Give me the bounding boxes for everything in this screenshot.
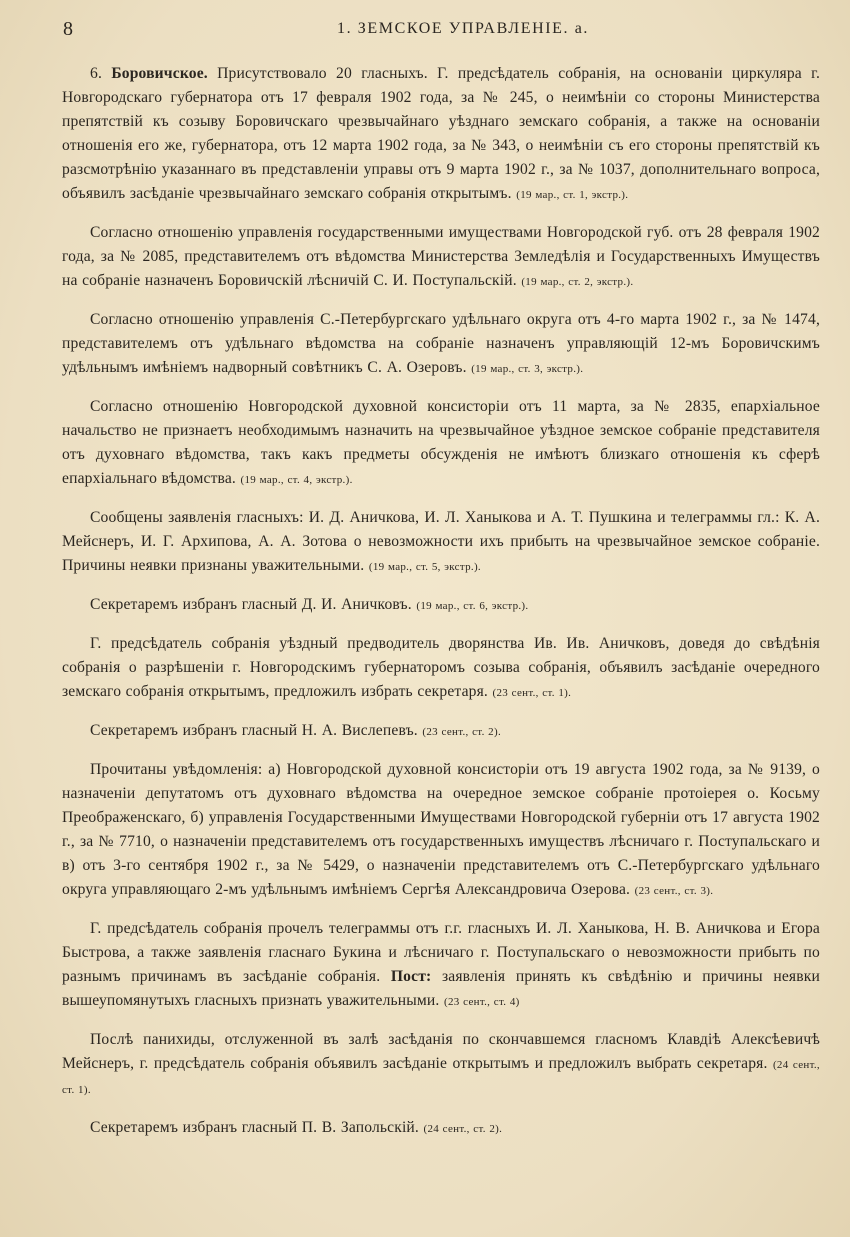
paragraph-text: Секретаремъ избранъ гласный П. В. Запольскій. [90,1119,419,1136]
paragraph [62,395,820,492]
paragraph [62,758,820,903]
paragraph-text: Сообщены заявленія гласныхъ: И. Д. Аничкова, И. Л. Ханыкова и А. Т. Пушкина и телеграммы гл.: К. А. Мейснеръ, И. Г. Архипова, А. А. Зотова о невозможности ихъ прибыть на чрезвычайное земское собраніе. Причины неявки признаны уважительными. [62,509,820,574]
citation: (19 мар., ст. 6, экстр.). [416,600,529,612]
citation: (24 сент., ст. 2). [423,1123,503,1135]
resolution-text: заявленія принять къ свѣдѣнію и причины неявки вышеупомянутыхъ гласныхъ признать уважительными. [62,968,820,1009]
paragraph [62,593,820,618]
paragraph [62,221,820,294]
paragraph [62,62,820,207]
page-header [0,18,850,48]
paragraph-text: Секретаремъ избранъ гласный Н. А. Вислепевъ. [90,722,418,739]
paragraph [62,506,820,579]
citation: (23 сент., ст. 1). [492,687,572,699]
resolution-label: Пост: [390,968,432,985]
paragraph-text: Согласно отношенію управленія государственными имуществами Новгородской губ. отъ 28 февраля 1902 года, за № 2085, представителемъ отъ вѣдомства Министерства Земледѣлія и Государственныхъ Имуществъ на собраніе назначенъ Боровичскій лѣсничій С. И. Поступальскій. [62,224,820,289]
citation: (19 мар., ст. 5, экстр.). [368,561,481,573]
paragraph-text: Г. предсѣдатель собранія уѣздный предводитель дворянства Ив. Ив. Аничковъ, доведя до свѣдѣнія собранія о разрѣшеніи г. Новгородскимъ губернаторомъ созыва собранія, объявилъ засѣданіе очередного земскаго собранія открытымъ, предложилъ избрать секретаря. [62,635,820,700]
citation: (19 мар., ст. 1, экстр.). [516,189,629,201]
section-number: 6. [90,65,102,82]
citation: (19 мар., ст. 4, экстр.). [240,474,353,486]
citation: (23 сент., ст. 2). [422,726,501,738]
paragraph-text: Секретаремъ избранъ гласный Д. И. Аничковъ. [90,596,412,613]
citation: (19 мар., ст. 2, экстр.). [521,276,634,288]
citation: (23 сент., ст. 4) [444,996,520,1008]
paragraph [62,1028,820,1102]
paragraph-text: Согласно отношенію управленія С.-Петербургскаго удѣльнаго округа отъ 4-го марта 1902 г., за № 1474, представителемъ отъ удѣльнаго вѣдомства на собраніе назначенъ управляющій 12-мъ Боровичскимъ удѣльнымъ имѣніемъ надворный совѣтникъ С. А. Озеровъ. [62,311,820,376]
paragraph [62,917,820,1014]
page-number: 8 [63,18,74,40]
paragraph-text: Послѣ панихиды, отслуженной въ залѣ засѣданія по скончавшемся гласномъ Клавдіѣ Алексѣевичѣ Мейснеръ, г. предсѣдатель собранія объявилъ засѣданіе открытымъ и предложилъ выбрать секретаря. [62,1031,820,1072]
paragraph-text: Прочитаны увѣдомленія: а) Новгородской духовной консисторіи отъ 19 августа 1902 года, за № 9139, о назначеніи депутатомъ отъ духовнаго вѣдомства на очередное земское собраніе протоіерея о. Косьму Преображенскаго, б) управленія Государственными Имуществами Новгородской губерніи отъ 17 августа 1902 г., за № 7710, о назначеніи представителемъ отъ государственныхъ имуществъ лѣсничаго г. Поступальскаго и в) отъ 3-го сентября 1902 г., за № 5429, о назначеніи представителемъ отъ С.-Петербургскаго удѣльнаго округа управляющаго 2-мъ удѣльнымъ имѣніемъ Сергѣя Александровича Озерова. [62,761,820,898]
paragraph [62,632,820,705]
paragraph [62,308,820,381]
citation: (23 сент., ст. 3). [634,885,714,897]
running-head: 1. ЗЕМСКОЕ УПРАВЛЕНІЕ. а. [337,20,590,37]
citation: (24 сент., ст. 1). [62,1059,820,1096]
section-title: Боровичское. [111,65,208,82]
paragraph-text: Согласно отношенію Новгородской духовной консисторіи отъ 11 марта, за № 2835, епархіальное начальство не признаетъ необходимымъ назначить на чрезвычайное уѣздное земское собраніе представителя отъ духовнаго вѣдомства, такъ какъ предметы обсужденія не имѣютъ близкаго отношенія къ сферѣ епархіальнаго вѣдомства. [62,398,820,487]
paragraph-text: Присутствовало 20 гласныхъ. Г. предсѣдатель собранія, на основаніи циркуляра г. Новгородскаго губернатора отъ 17 февраля 1902 года, за № 245, о неимѣніи со стороны Министерства препятствій къ созыву Боровичскаго чрезвычайнаго уѣзднаго земскаго собранія, а также на основаніи отношенія его же, губернатора, отъ 12 марта 1902 года, за № 343, о неимѣніи съ его стороны препятствій къ разсмотрѣнію указаннаго въ представленіи управы отъ 9 марта 1902 г., за № 1037, дополнительнаго вопроса, объявилъ засѣданіе чрезвычайнаго земскаго собранія открытымъ. [62,65,820,202]
paragraph [62,1116,820,1141]
paragraph [62,719,820,744]
paragraph-text: Г. предсѣдатель собранія прочелъ телеграммы отъ г.г. гласныхъ И. Л. Ханыкова, Н. В. Аничкова и Егора Быстрова, а также заявленія гласнаго Букина и лѣсничаго г. Поступальскаго о невозможности прибыть по разнымъ причинамъ въ засѣданіе собранія. [62,920,820,985]
document-body [62,62,820,1155]
citation: (19 мар., ст. 3, экстр.). [471,363,584,375]
